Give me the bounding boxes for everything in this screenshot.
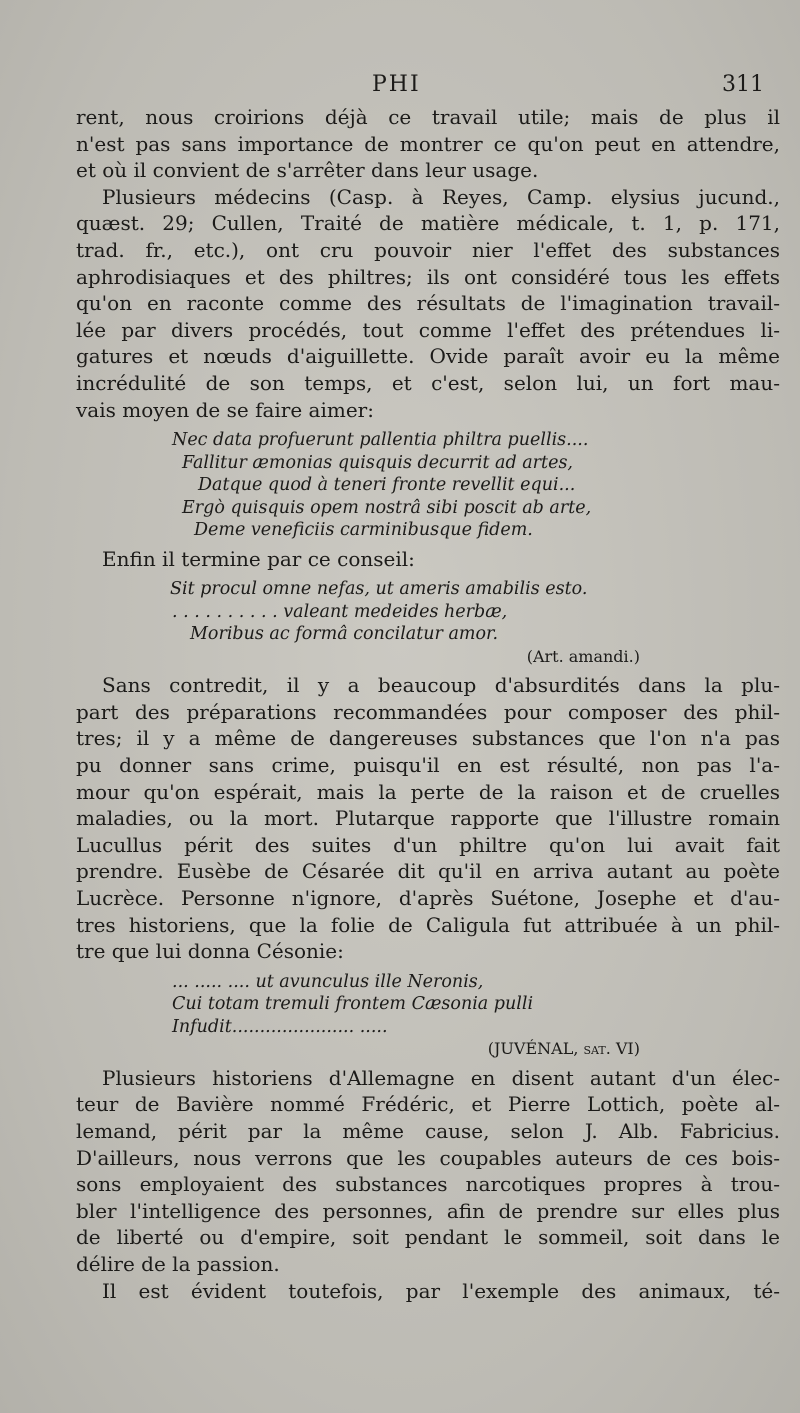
text-line: et où il convient de s'arrêter dans leur usage. — [76, 158, 539, 183]
text-line: tres historiens, que la folie de Caligula fut attribuée à un phil- — [76, 912, 780, 937]
text-line: quæst. 29; Cullen, Traité de matière médicale, t. 1, p. 171, — [76, 211, 780, 236]
text-line: délire de la passion. — [76, 1251, 280, 1276]
text-line: n'est pas sans importance de montrer ce qu'on peut en attendre, — [76, 131, 780, 156]
paragraph-1 — [76, 104, 780, 184]
text-line: pu donner sans crime, puisqu'il en est résulté, non pas l'a- — [76, 753, 780, 777]
text-line: tres; il y a même de dangereuses substances que l'on n'a pas — [76, 726, 780, 751]
text-line: bler l'intelligence des personnes, afin de prendre sur elles plus — [76, 1198, 780, 1223]
verse-line: ... ..... .... ut avunculus ille Neronis, — [172, 971, 484, 992]
paragraph-3 — [76, 546, 780, 573]
verse-line: Nec data profuerunt pallentia philtra puellis.... — [172, 430, 589, 451]
text-line: aphrodisiaques et des philtres; ils ont considéré tous les effets — [76, 264, 780, 289]
verse-line: Sit procul omne nefas, ut ameris amabilis esto. — [170, 579, 588, 600]
text-line: Sans contredit, il y a beaucoup d'absurdités dans la plu- — [102, 673, 780, 698]
paragraph-4 — [76, 672, 780, 965]
text-line: teur de Bavière nommé Frédéric, et Pierre Lottich, poète al- — [76, 1092, 780, 1117]
text-line: gatures et nœuds d'aiguillette. Ovide paraît avoir eu la même — [76, 344, 780, 369]
text-line: Il est évident toutefois, par l'exemple des animaux, té- — [102, 1278, 780, 1303]
text-line: Lucullus périt des suites d'un philtre qu'on lui avait fait — [76, 832, 780, 857]
paragraph-6 — [76, 1278, 780, 1305]
citation: (Art. amandi.) — [526, 646, 640, 666]
text-line: Plusieurs médecins (Casp. à Reyes, Camp. elysius jucund., — [102, 184, 780, 209]
text-line: sons employaient des substances narcotiques propres à trou- — [76, 1172, 780, 1197]
text-line: lée par divers procédés, tout comme l'effet des prétendues li- — [76, 317, 780, 342]
text-line: vais moyen de se faire aimer: — [76, 397, 374, 422]
text-line: de liberté ou d'empire, soit pendant le sommeil, soit dans le — [76, 1225, 780, 1250]
verse-line: Fallitur æmonias quisquis decurrit ad artes, — [182, 452, 573, 473]
page-body — [76, 104, 780, 1304]
verse-ars-amandi — [76, 578, 780, 668]
text-line: tre que lui donna Césonie: — [76, 939, 344, 964]
verse-line: Ergò quisquis opem nostrâ sibi poscit ab arte, — [182, 497, 592, 518]
text-line: lemand, périt par la même cause, selon J. Alb. Fabricius. — [76, 1118, 780, 1143]
verse-line: Moribus ac formâ concilatur amor. — [190, 624, 499, 645]
text-line: rent, nous croirions déjà ce travail utile; mais de plus il — [76, 105, 780, 129]
page-header — [0, 72, 800, 102]
page-number: 311 — [722, 72, 764, 97]
verse-ovid — [76, 429, 780, 542]
text-line: maladies, ou la mort. Plutarque rapporte que l'illustre romain — [76, 806, 780, 831]
text-line: Enfin il termine par ce conseil: — [102, 546, 415, 571]
verse-line: Deme veneficiis carminibusque fidem. — [194, 520, 533, 541]
text-line: prendre. Eusèbe de Césarée dit qu'il en arriva autant au poète — [76, 859, 780, 884]
verse-line: Cui totam tremuli frontem Cæsonia pulli — [172, 994, 534, 1015]
verse-line: . . . . . . . . . . valeant medeides herbæ, — [172, 601, 508, 622]
verse-line: Infudit...................... ..... — [172, 1016, 388, 1037]
text-line: qu'on en raconte comme des résultats de l'imagination travail- — [76, 291, 780, 316]
verse-juvenal — [76, 971, 780, 1061]
text-line: trad. fr., etc.), ont cru pouvoir nier l'effet des substances — [76, 237, 780, 262]
text-line: part des préparations recommandées pour composer des phil- — [76, 699, 780, 724]
text-line: mour qu'on espérait, mais la perte de la raison et de cruelles — [76, 779, 780, 804]
text-line: Lucrèce. Personne n'ignore, d'après Suétone, Josephe et d'au- — [76, 885, 780, 910]
text-line: Plusieurs historiens d'Allemagne en disent autant d'un élec- — [102, 1065, 780, 1090]
verse-line: Datque quod à teneri fronte revellit equi... — [198, 475, 576, 496]
paragraph-2 — [76, 184, 780, 423]
text-line: D'ailleurs, nous verrons que les coupables auteurs de ces bois- — [76, 1145, 780, 1170]
citation: (JUVÉNAL, sat. VI) — [487, 1039, 640, 1059]
paragraph-5 — [76, 1065, 780, 1278]
text-line: incrédulité de son temps, et c'est, selon lui, un fort mau- — [76, 370, 780, 395]
running-head: PHI — [372, 72, 421, 97]
